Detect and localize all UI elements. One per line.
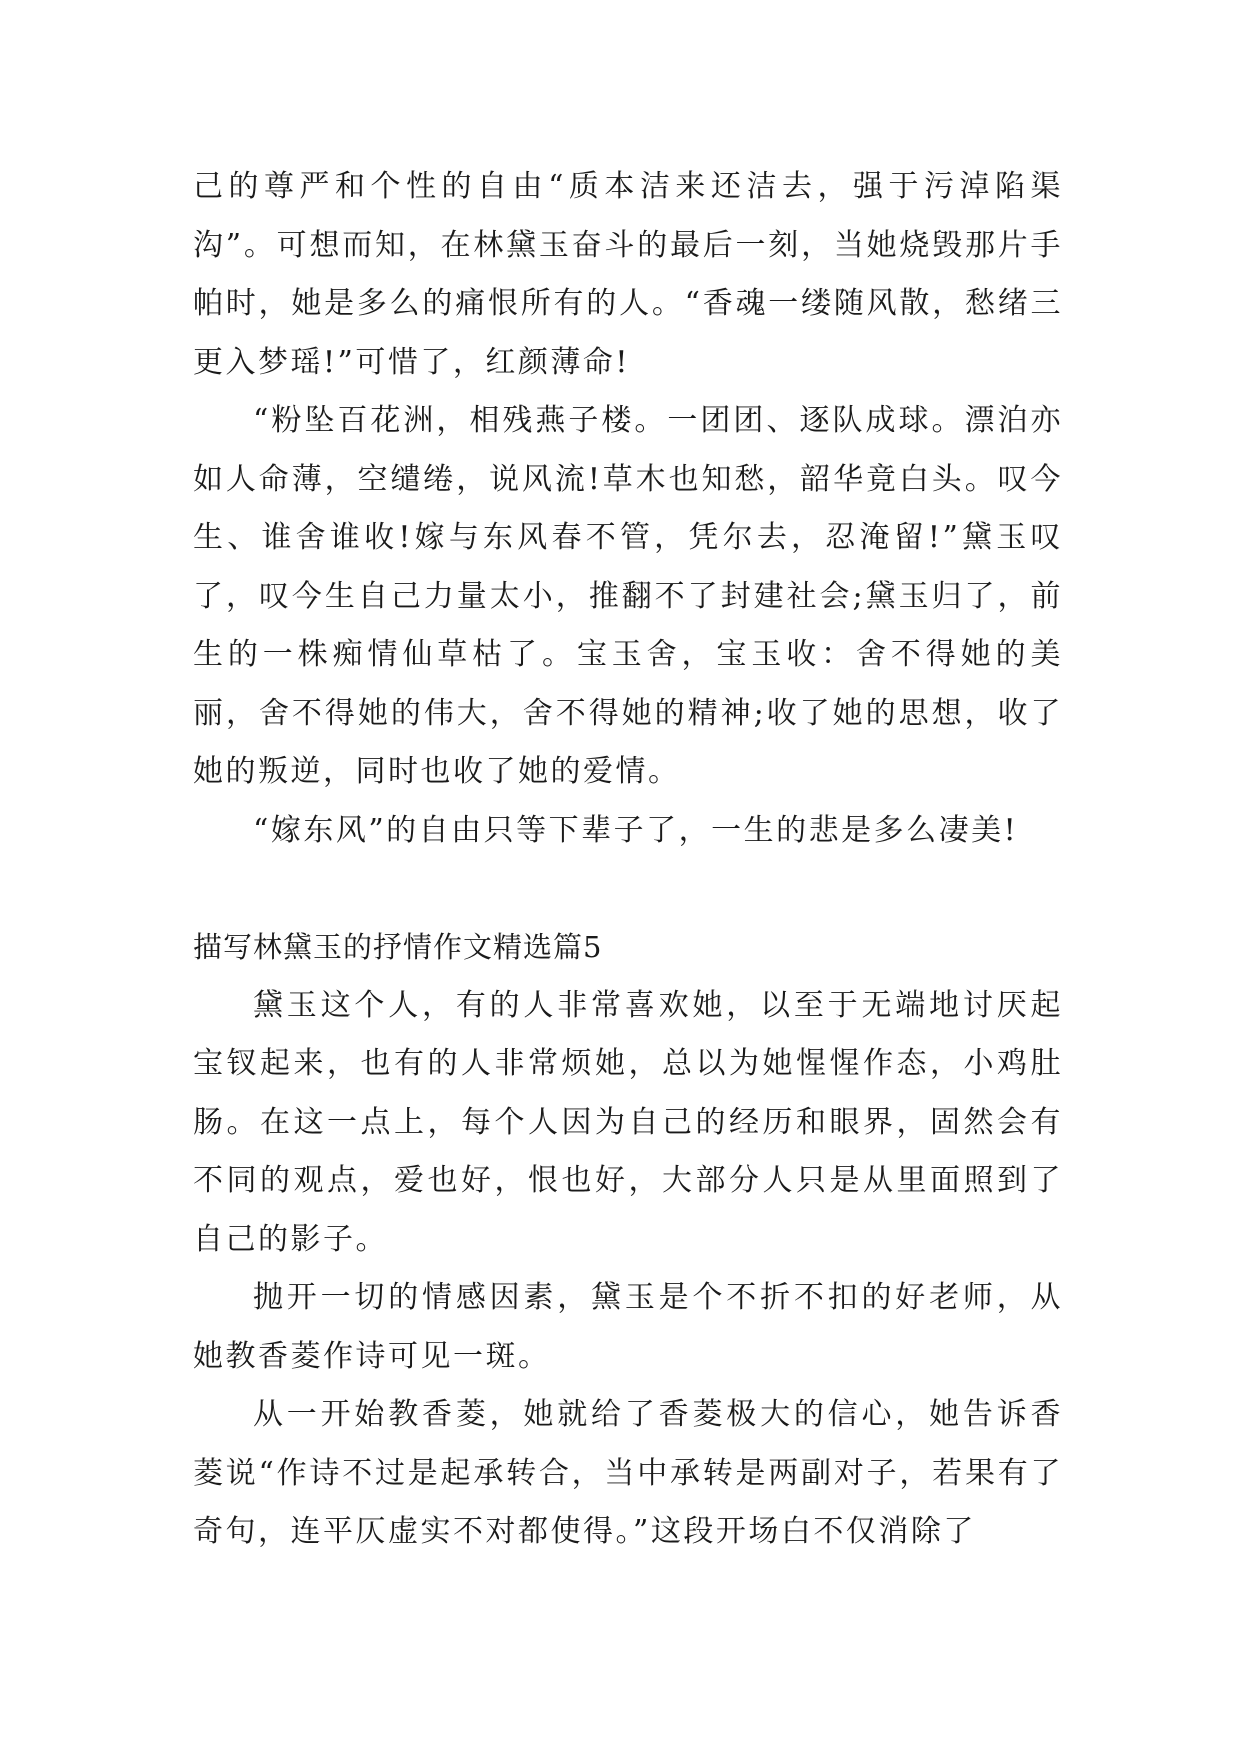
section-heading: 描写林黛玉的抒情作文精选篇5 [193, 930, 603, 964]
paragraph-poem-quote: “粉坠百花洲，相残燕子楼。一团团、逐队成球。漂泊亦如人命薄，空缱绻，说风流!草木也知愁，韶华竟白头。叹今生、谁舍谁收!嫁与东风春不管，凭尔去，忍淹留!”黛玉叹了，叹今生自己力量太小，推翻不了封建社会;黛玉归了，前生的一株痴情仙草枯了。宝玉舍，宝玉收：舍不得她的美丽，舍不得她的伟大，舍不得她的精神;收了她的思想，收了她的叛逆，同时也收了她的爱情。 [193, 403, 1063, 789]
paragraph-intro: 黛玉这个人，有的人非常喜欢她，以至于无端地讨厌起宝钗起来，也有的人非常烦她，总以为她惺惺作态，小鸡肚肠。在这一点上，每个人因为自己的经历和眼界，固然会有不同的观点，爱也好，恨也好，大部分人只是从里面照到了自己的影子。 [193, 987, 1063, 1257]
paragraph-teacher: 抛开一切的情感因素，黛玉是个不折不扣的好老师，从她教香菱作诗可见一斑。 [193, 1280, 1063, 1374]
paragraph-teaching: 从一开始教香菱，她就给了香菱极大的信心，她告诉香菱说“作诗不过是起承转合，当中承转是两副对子，若果有了奇句，连平仄虚实不对都使得。”这段开场白不仅消除了 [193, 1397, 1063, 1549]
paragraph-conclusion: “嫁东风”的自由只等下辈子了，一生的悲是多么凄美! [253, 812, 1019, 848]
paragraph-continuation: 己的尊严和个性的自由“质本洁来还洁去，强于污淖陷渠沟”。可想而知，在林黛玉奋斗的最后一刻，当她烧毁那片手帕时，她是多么的痛恨所有的人。“香魂一缕随风散，愁绪三更入梦瑶!”可惜了，红颜薄命! [193, 169, 1063, 380]
document-page [193, 158, 1063, 1562]
